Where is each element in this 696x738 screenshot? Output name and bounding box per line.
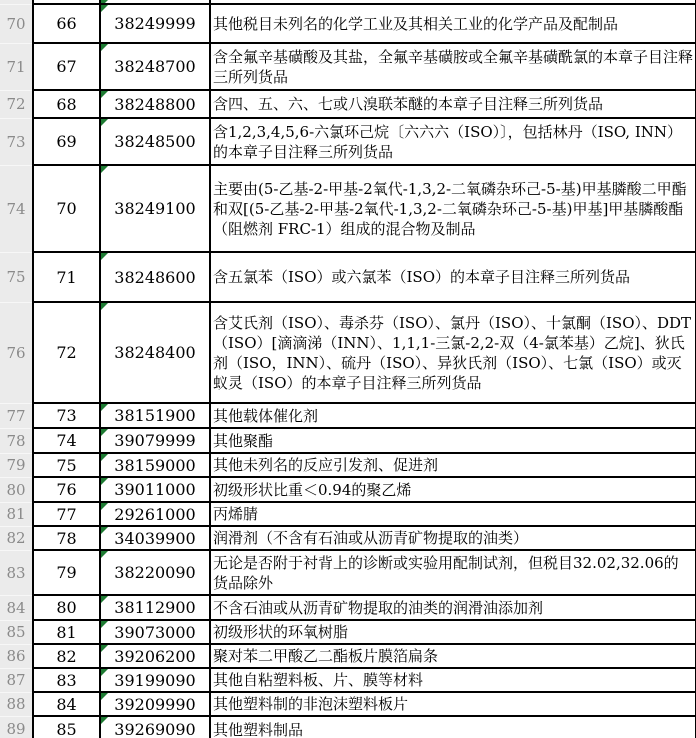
row-number: 86	[6, 647, 26, 665]
row-number: 81	[6, 505, 26, 523]
row-header-cell[interactable]	[0, 692, 33, 716]
sequence-number: 79	[56, 563, 77, 582]
number-as-text-indicator-icon	[101, 717, 108, 724]
sequence-number: 85	[56, 720, 77, 738]
hs-code-cell[interactable]	[100, 428, 210, 453]
hs-code: 38248400	[114, 343, 196, 362]
description-cell[interactable]	[210, 43, 696, 90]
table-row	[0, 668, 696, 692]
hs-code: 38220090	[114, 563, 196, 582]
description-text: 丙烯腈	[213, 505, 259, 523]
table-row	[0, 4, 696, 43]
sequence-cell[interactable]	[33, 453, 100, 477]
sequence-number: 68	[56, 94, 77, 114]
row-header-cell[interactable]	[0, 165, 33, 252]
number-as-text-indicator-icon	[101, 478, 108, 485]
row-header-cell[interactable]	[0, 252, 33, 302]
sequence-number: 71	[56, 267, 77, 287]
row-header-cell[interactable]	[0, 477, 33, 502]
sequence-number: 78	[56, 528, 77, 548]
hs-code-cell[interactable]	[100, 595, 210, 620]
row-number: 88	[6, 695, 26, 713]
hs-code: 39073000	[114, 622, 196, 642]
row-header-cell[interactable]	[0, 453, 33, 477]
row-header-cell[interactable]	[0, 644, 33, 668]
number-as-text-indicator-icon	[101, 303, 108, 310]
number-as-text-indicator-icon	[101, 44, 108, 51]
description-cell[interactable]	[210, 716, 696, 738]
table-row	[0, 716, 696, 738]
sequence-cell[interactable]	[33, 550, 100, 595]
table-row	[0, 428, 696, 453]
row-header-cell[interactable]	[0, 620, 33, 644]
description-text: 其他塑料制品	[213, 720, 304, 738]
row-number: 85	[6, 623, 26, 641]
row-header-cell[interactable]	[0, 526, 33, 550]
hs-code: 38249100	[114, 199, 196, 218]
table-row	[0, 302, 696, 403]
row-number: 70	[6, 14, 26, 33]
description-text: 含艾氏剂（ISO）、毒杀芬（ISO）、氯丹（ISO）、十氯酮（ISO）、DDT（ISO）[滴滴涕（INN）、1,1,1-三氯-2,2-双（4-氯苯基）乙烷]、狄氏剂（ISO，INN）、硫丹（ISO）、异狄氏剂（ISO）、七氯（ISO）或灭蚁灵（ISO）的本章子目注释三所列货品	[213, 313, 692, 392]
hs-code-cell[interactable]	[100, 526, 210, 550]
row-number: 83	[6, 563, 26, 582]
sequence-cell[interactable]	[33, 644, 100, 668]
hs-code-cell[interactable]	[100, 668, 210, 692]
sequence-cell[interactable]	[33, 403, 100, 428]
row-header-cell[interactable]	[0, 118, 33, 165]
sequence-number: 70	[56, 199, 77, 218]
sequence-cell[interactable]	[33, 620, 100, 644]
row-header-cell[interactable]	[0, 90, 33, 118]
description-text: 无论是否附于衬背上的诊断或实验用配制试剂，但税目32.02,32.06的货品除外	[213, 553, 679, 592]
number-as-text-indicator-icon	[101, 166, 108, 173]
row-number: 77	[6, 406, 26, 425]
number-as-text-indicator-icon	[101, 527, 108, 534]
description-cell[interactable]	[210, 502, 696, 526]
description-cell[interactable]	[210, 118, 696, 165]
row-number: 76	[6, 343, 26, 362]
table-row	[0, 644, 696, 668]
hs-code-cell[interactable]	[100, 692, 210, 716]
hs-code: 38112900	[114, 598, 196, 617]
row-header-cell[interactable]	[0, 502, 33, 526]
description-cell[interactable]	[210, 692, 696, 716]
number-as-text-indicator-icon	[101, 645, 108, 652]
description-cell[interactable]	[210, 4, 696, 43]
description-cell[interactable]	[210, 526, 696, 550]
sequence-cell[interactable]	[33, 428, 100, 453]
row-number: 89	[6, 720, 26, 738]
table-row	[0, 90, 696, 118]
row-header-cell[interactable]	[0, 4, 33, 43]
sequence-number: 77	[56, 504, 77, 524]
sequence-number: 80	[56, 598, 77, 617]
sequence-cell[interactable]	[33, 252, 100, 302]
hs-code: 39011000	[114, 480, 196, 499]
hs-code-cell[interactable]	[100, 90, 210, 118]
description-cell[interactable]	[210, 595, 696, 620]
number-as-text-indicator-icon	[101, 669, 108, 676]
sequence-number: 69	[56, 132, 77, 151]
hs-code-cell[interactable]	[100, 620, 210, 644]
table-row	[0, 620, 696, 644]
hs-code-cell[interactable]	[100, 644, 210, 668]
description-cell[interactable]	[210, 453, 696, 477]
sequence-number: 66	[56, 14, 77, 33]
row-header-cell[interactable]	[0, 428, 33, 453]
description-text: 其他税目未列名的化学工业及其相关工业的化学产品及配制品	[213, 14, 619, 33]
table-row	[0, 118, 696, 165]
hs-code: 38249999	[114, 14, 196, 33]
table-row	[0, 43, 696, 90]
sequence-cell[interactable]	[33, 4, 100, 43]
table-row	[0, 550, 696, 595]
sequence-cell[interactable]	[33, 668, 100, 692]
hs-code-cell[interactable]	[100, 502, 210, 526]
sequence-number: 82	[56, 646, 77, 666]
sequence-cell[interactable]	[33, 716, 100, 738]
row-number: 73	[6, 132, 26, 151]
hs-code: 39199090	[114, 670, 196, 690]
description-cell[interactable]	[210, 302, 696, 403]
sequence-number: 81	[56, 622, 77, 642]
hs-code: 38151900	[114, 406, 196, 425]
description-text: 其他自粘塑料板、片、膜等材料	[213, 671, 424, 689]
row-header-cell[interactable]	[0, 302, 33, 403]
description-text: 主要由(5-乙基-2-甲基-2氧代-1,3,2-二氧磷杂环己-5-基)甲基膦酸二甲酯和双[(5-乙基-2-甲基-2氧代-1,3,2-二氧磷杂环己-5-基)甲基]甲基膦酸酯（阻燃剂 FRC-1）组成的混合物及制品	[213, 179, 687, 238]
description-cell[interactable]	[210, 428, 696, 453]
table-row	[0, 165, 696, 252]
sequence-cell[interactable]	[33, 692, 100, 716]
description-text: 其他聚酯	[213, 431, 274, 450]
row-number: 75	[6, 268, 26, 286]
table-row	[0, 502, 696, 526]
row-header-cell[interactable]	[0, 716, 33, 738]
number-as-text-indicator-icon	[101, 596, 108, 603]
sequence-number: 83	[56, 670, 77, 690]
hs-code-cell[interactable]	[100, 43, 210, 90]
hs-code-cell[interactable]	[100, 165, 210, 252]
hs-code-cell[interactable]	[100, 252, 210, 302]
hs-code: 39079999	[114, 431, 196, 450]
hs-code-cell[interactable]	[100, 477, 210, 502]
row-header-cell[interactable]	[0, 550, 33, 595]
description-cell[interactable]	[210, 477, 696, 502]
number-as-text-indicator-icon	[101, 91, 108, 98]
row-number: 78	[6, 431, 26, 450]
number-as-text-indicator-icon	[101, 404, 108, 411]
sequence-cell[interactable]	[33, 43, 100, 90]
description-text: 其他塑料制的非泡沫塑料板片	[213, 695, 409, 713]
hs-code-cell[interactable]	[100, 302, 210, 403]
sequence-cell[interactable]	[33, 90, 100, 118]
number-as-text-indicator-icon	[101, 621, 108, 628]
description-cell[interactable]	[210, 668, 696, 692]
hs-code: 34039900	[114, 528, 196, 548]
sequence-number: 67	[56, 57, 77, 76]
hs-code-cell[interactable]	[100, 716, 210, 738]
sequence-cell[interactable]	[33, 118, 100, 165]
description-cell[interactable]	[210, 403, 696, 428]
row-header-cell[interactable]	[0, 403, 33, 428]
description-text: 含全氟辛基磺酸及其盐，全氟辛基磺胺或全氟辛基磺酰氯的本章子目注释三所列货品	[213, 47, 694, 86]
description-text: 初级形状比重＜0.94的聚乙烯	[213, 480, 412, 499]
description-cell[interactable]	[210, 644, 696, 668]
row-number: 71	[6, 57, 26, 76]
row-number: 80	[6, 480, 26, 499]
description-text: 其他未列名的反应引发剂、促进剂	[213, 456, 439, 474]
description-text: 含五氯苯（ISO）或六氯苯（ISO）的本章子目注释三所列货品	[213, 268, 630, 286]
hs-code: 29261000	[114, 504, 196, 524]
row-number: 72	[6, 95, 26, 113]
number-as-text-indicator-icon	[101, 119, 108, 126]
sequence-number: 75	[56, 455, 77, 475]
description-text: 含1,2,3,4,5,6-六氯环己烷〔六六六（ISO）〕，包括林丹（ISO, INN）的本章子目注释三所列货品	[213, 122, 683, 161]
table-row	[0, 453, 696, 477]
hs-code: 38248600	[114, 267, 196, 287]
sequence-number: 73	[56, 406, 77, 425]
sequence-number: 72	[56, 343, 77, 362]
number-as-text-indicator-icon	[101, 429, 108, 436]
hs-code: 39269090	[114, 720, 196, 738]
table-row	[0, 595, 696, 620]
table-row	[0, 252, 696, 302]
hs-code: 38248800	[114, 94, 196, 114]
sequence-number: 74	[56, 431, 77, 450]
number-as-text-indicator-icon	[101, 503, 108, 510]
row-number: 74	[6, 199, 26, 218]
description-cell[interactable]	[210, 620, 696, 644]
row-number: 87	[6, 671, 26, 689]
description-text: 其他载体催化剂	[213, 406, 319, 425]
table-row	[0, 526, 696, 550]
sequence-cell[interactable]	[33, 595, 100, 620]
row-number: 84	[6, 598, 26, 617]
sequence-number: 84	[56, 694, 77, 714]
table-row	[0, 692, 696, 716]
row-number: 79	[6, 456, 26, 474]
sequence-cell[interactable]	[33, 526, 100, 550]
description-text: 润滑剂（不含有石油或从沥青矿物提取的油类）	[213, 529, 529, 547]
description-text: 初级形状的环氧树脂	[213, 623, 349, 641]
number-as-text-indicator-icon	[101, 5, 108, 12]
description-text: 聚对苯二甲酸乙二酯板片膜箔扁条	[213, 647, 439, 665]
row-header-cell[interactable]	[0, 668, 33, 692]
hs-code-cell[interactable]	[100, 453, 210, 477]
row-number: 82	[6, 529, 26, 547]
sequence-number: 76	[56, 480, 77, 499]
number-as-text-indicator-icon	[101, 551, 108, 558]
description-cell[interactable]	[210, 90, 696, 118]
hs-code: 38248500	[114, 132, 196, 151]
hs-code-cell[interactable]	[100, 550, 210, 595]
hs-code: 39209990	[114, 694, 196, 714]
hs-code-cell[interactable]	[100, 403, 210, 428]
table-row	[0, 477, 696, 502]
hs-code: 39206200	[114, 646, 196, 666]
sequence-cell[interactable]	[33, 502, 100, 526]
hs-code: 38248700	[114, 57, 196, 76]
description-cell[interactable]	[210, 165, 696, 252]
number-as-text-indicator-icon	[101, 693, 108, 700]
row-header-cell[interactable]	[0, 595, 33, 620]
number-as-text-indicator-icon	[101, 253, 108, 260]
table-row	[0, 403, 696, 428]
sequence-cell[interactable]	[33, 302, 100, 403]
description-cell[interactable]	[210, 550, 696, 595]
description-text: 含四、五、六、七或八溴联苯醚的本章子目注释三所列货品	[213, 95, 604, 113]
description-text: 不含石油或从沥青矿物提取的油类的润滑油添加剂	[213, 598, 544, 617]
number-as-text-indicator-icon	[101, 454, 108, 461]
sequence-cell[interactable]	[33, 165, 100, 252]
hs-code: 38159000	[114, 455, 196, 475]
hs-code-cell[interactable]	[100, 118, 210, 165]
row-header-cell[interactable]	[0, 43, 33, 90]
sequence-cell[interactable]	[33, 477, 100, 502]
description-cell[interactable]	[210, 252, 696, 302]
hs-code-cell[interactable]	[100, 4, 210, 43]
